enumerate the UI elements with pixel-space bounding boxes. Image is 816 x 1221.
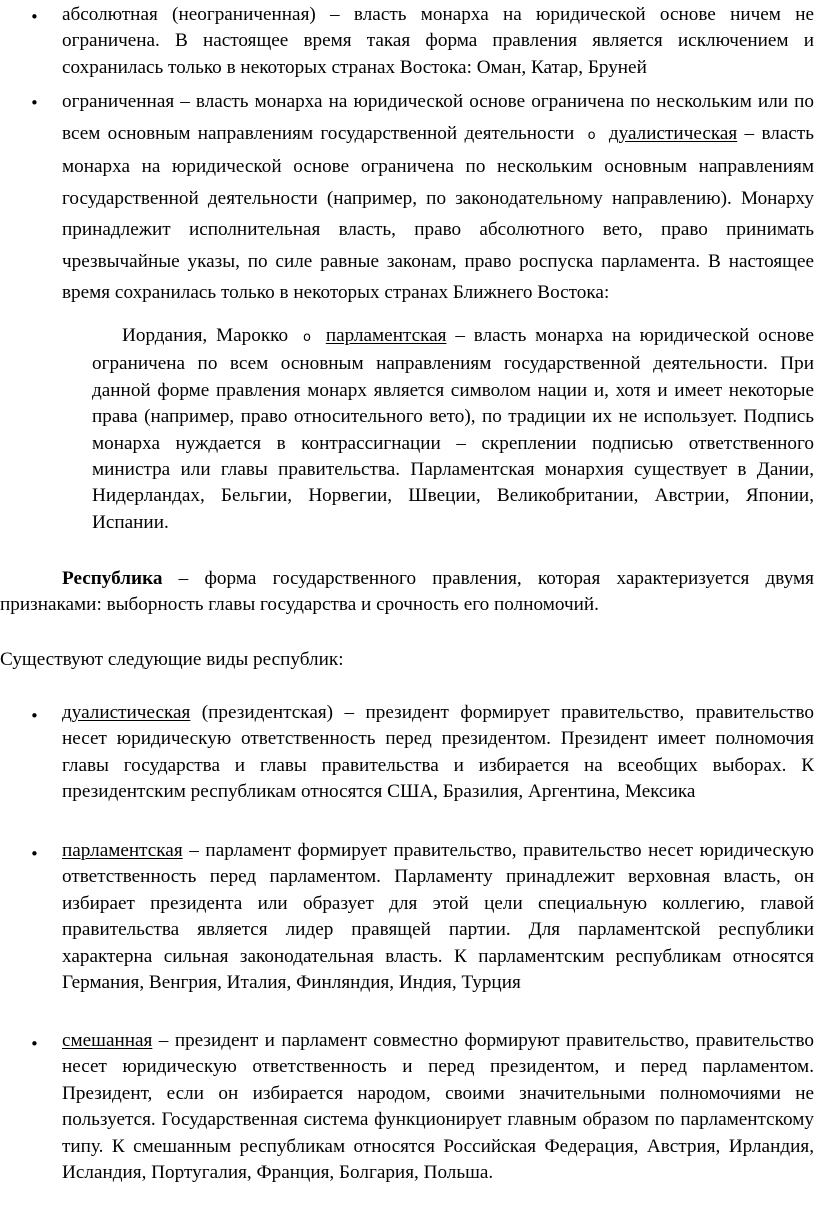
sub-bullet-dualistic: o	[587, 127, 596, 143]
bullet-absolute: •	[30, 8, 39, 26]
republic-mixed-text: – президент и парламент совместно формируют правительство, правительство несет юридическую ответственность и перед президентом, и перед парламентом. Президент, если он избирается народом, своими значительными полномочиями не пользуется. Государственная система функционирует главным образом по парламентскому типу. К смешанным республикам относятся Российская Федерация, Австрия, Ирландия, Исландия, Португалия, Франция, Болгария, Польша.	[62, 1030, 814, 1184]
item-republic-parliamentary	[62, 838, 814, 996]
republic-term: Республика	[62, 568, 163, 589]
parliamentary-monarchy-lead: Иордания, Марокко	[122, 325, 289, 346]
parliamentary-monarchy-term: парламентская	[325, 325, 447, 346]
republic-parliamentary-text: – парламент формирует правительство, правительство несет юридическую ответственность перед парламентом. Парламенту принадлежит верховная власть, он избирает президента или образует для этой цели специальную коллегию, главой правительства является лидер правящей партии. Для парламентской республики характерна сильная законодательная власть. К парламентским республикам относятся Германия, Венгрия, Италия, Финляндия, Индия, Турция	[62, 840, 814, 994]
parliamentary-monarchy-text: – власть монарха на юридической основе ограничена по всем основным направлениям государственной деятельности. При данной форме правления монарх является символом нации и, хотя и имеет некоторые права (например, право относительного вето), по традиции их не использует. Подпись монарха нуждается в контрассигнации – скреплении подписью ответственного министра или главы правительства. Парламентская монархия существует в Дании, Нидерландах, Бельгии, Норвегии, Швеции, Великобритании, Австрии, Японии, Испании.	[92, 325, 815, 533]
item-republic-mixed	[62, 1028, 814, 1186]
republic-definition-text: – форма государственного правления, которая характеризуется двумя признаками: выборность главы государства и срочность его полномочий.	[0, 568, 814, 616]
republic-dualistic-term: дуалистическая	[62, 702, 191, 723]
bullet-limited: •	[30, 94, 39, 112]
item-absolute-monarchy	[62, 2, 814, 81]
dualistic-monarchy-term: дуалистическая	[608, 122, 738, 144]
bullet-republic-parliamentary: •	[30, 845, 39, 863]
republic-mixed-term: смешанная	[62, 1030, 153, 1051]
republic-dualistic-text: (президентская) – президент формирует правительство, правительство несет юридическую ответственность перед президентом. Президент имеет полномочия главы государства и главы правительства и избирается на всеобщих выборах. К президентским республикам относятся США, Бразилия, Аргентина, Мексика	[62, 702, 814, 803]
sub-bullet-parliamentary: o	[302, 330, 311, 345]
item-limited-monarchy	[62, 86, 814, 309]
republic-definition	[0, 566, 814, 619]
dualistic-monarchy-text: – власть монарха на юридической основе ограничена по нескольким основным направлениям государственной деятельности (например, по законодательному направлению). Монарху принадлежит исполнительная власть, право абсолютного вето, право принимать чрезвычайные указы, по силе равные законам, право роспуска парламента. В настоящее время сохранилась только в некоторых странах Ближнего Востока:	[62, 122, 814, 303]
republic-types-intro: Существуют следующие виды республик:	[0, 649, 344, 670]
limited-monarchy-text: ограниченная – власть монарха на юридической основе ограничена по нескольким или по всем основным направлениям государственной деятельности	[62, 91, 814, 144]
item-republic-dualistic	[62, 700, 814, 806]
bullet-republic-mixed: •	[30, 1035, 39, 1053]
absolute-monarchy-text: абсолютная (неограниченная) – власть монарха на юридической основе ничем не ограничена. В настоящее время такая форма правления является исключением и сохранилась только в некоторых странах Востока: Оман, Катар, Бруней	[62, 4, 814, 78]
republic-parliamentary-term: парламентская	[62, 840, 183, 861]
bullet-republic-dualistic: •	[30, 707, 39, 725]
item-parliamentary-monarchy	[92, 323, 814, 536]
